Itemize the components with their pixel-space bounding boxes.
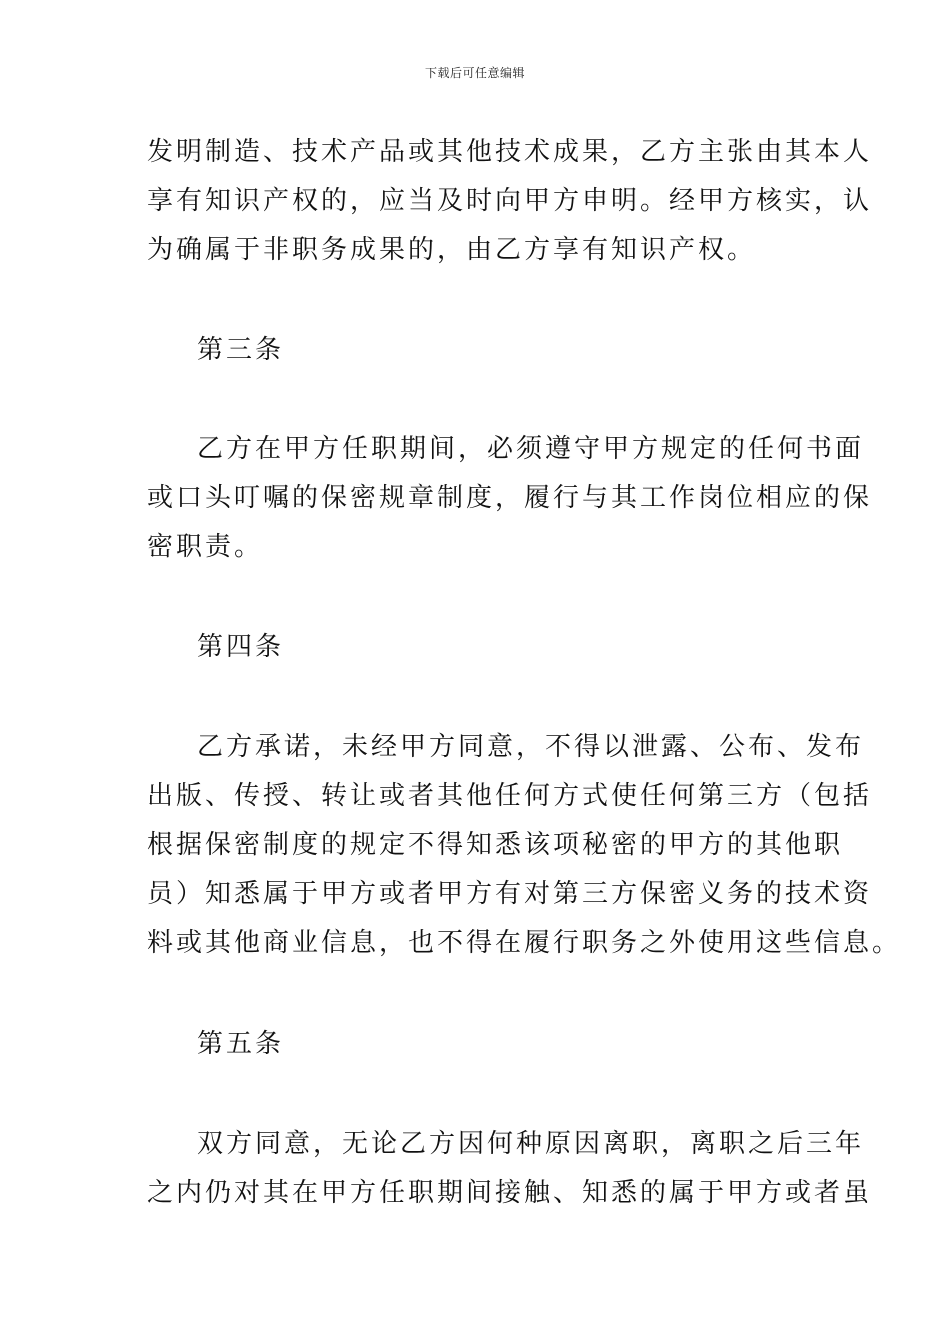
paragraph-line: 料或其他商业信息，也不得在履行职务之外使用这些信息。 <box>147 928 902 958</box>
paragraph-line: 或口头叮嘱的保密规章制度，履行与其工作岗位相应的保 <box>147 483 873 513</box>
paragraph-line: 乙方在甲方任职期间，必须遵守甲方规定的任何书面 <box>197 434 865 464</box>
article-heading-5: 第五条 <box>197 1029 285 1059</box>
paragraph-line: 员）知悉属于甲方或者甲方有对第三方保密义务的技术资 <box>147 879 873 909</box>
paragraph-line: 乙方承诺，未经甲方同意，不得以泄露、公布、发布 <box>197 732 865 762</box>
paragraph-line: 根据保密制度的规定不得知悉该项秘密的甲方的其他职 <box>147 830 844 860</box>
article-heading-3: 第三条 <box>197 335 285 365</box>
article-heading-4: 第四条 <box>197 632 285 662</box>
paragraph-line: 享有知识产权的，应当及时向甲方申明。经甲方核实，认 <box>147 186 873 216</box>
paragraph-line: 之内仍对其在甲方任职期间接触、知悉的属于甲方或者虽 <box>147 1178 873 1208</box>
paragraph-line: 为确属于非职务成果的，由乙方享有知识产权。 <box>147 235 757 265</box>
paragraph-line: 双方同意，无论乙方因何种原因离职，离职之后三年 <box>197 1129 865 1159</box>
paragraph-line: 发明制造、技术产品或其他技术成果，乙方主张由其本人 <box>147 137 873 167</box>
paragraph-line: 出版、传授、转让或者其他任何方式使任何第三方（包括 <box>147 781 873 811</box>
header-note: 下载后可任意编辑 <box>424 66 525 80</box>
paragraph-line: 密职责。 <box>147 532 264 562</box>
